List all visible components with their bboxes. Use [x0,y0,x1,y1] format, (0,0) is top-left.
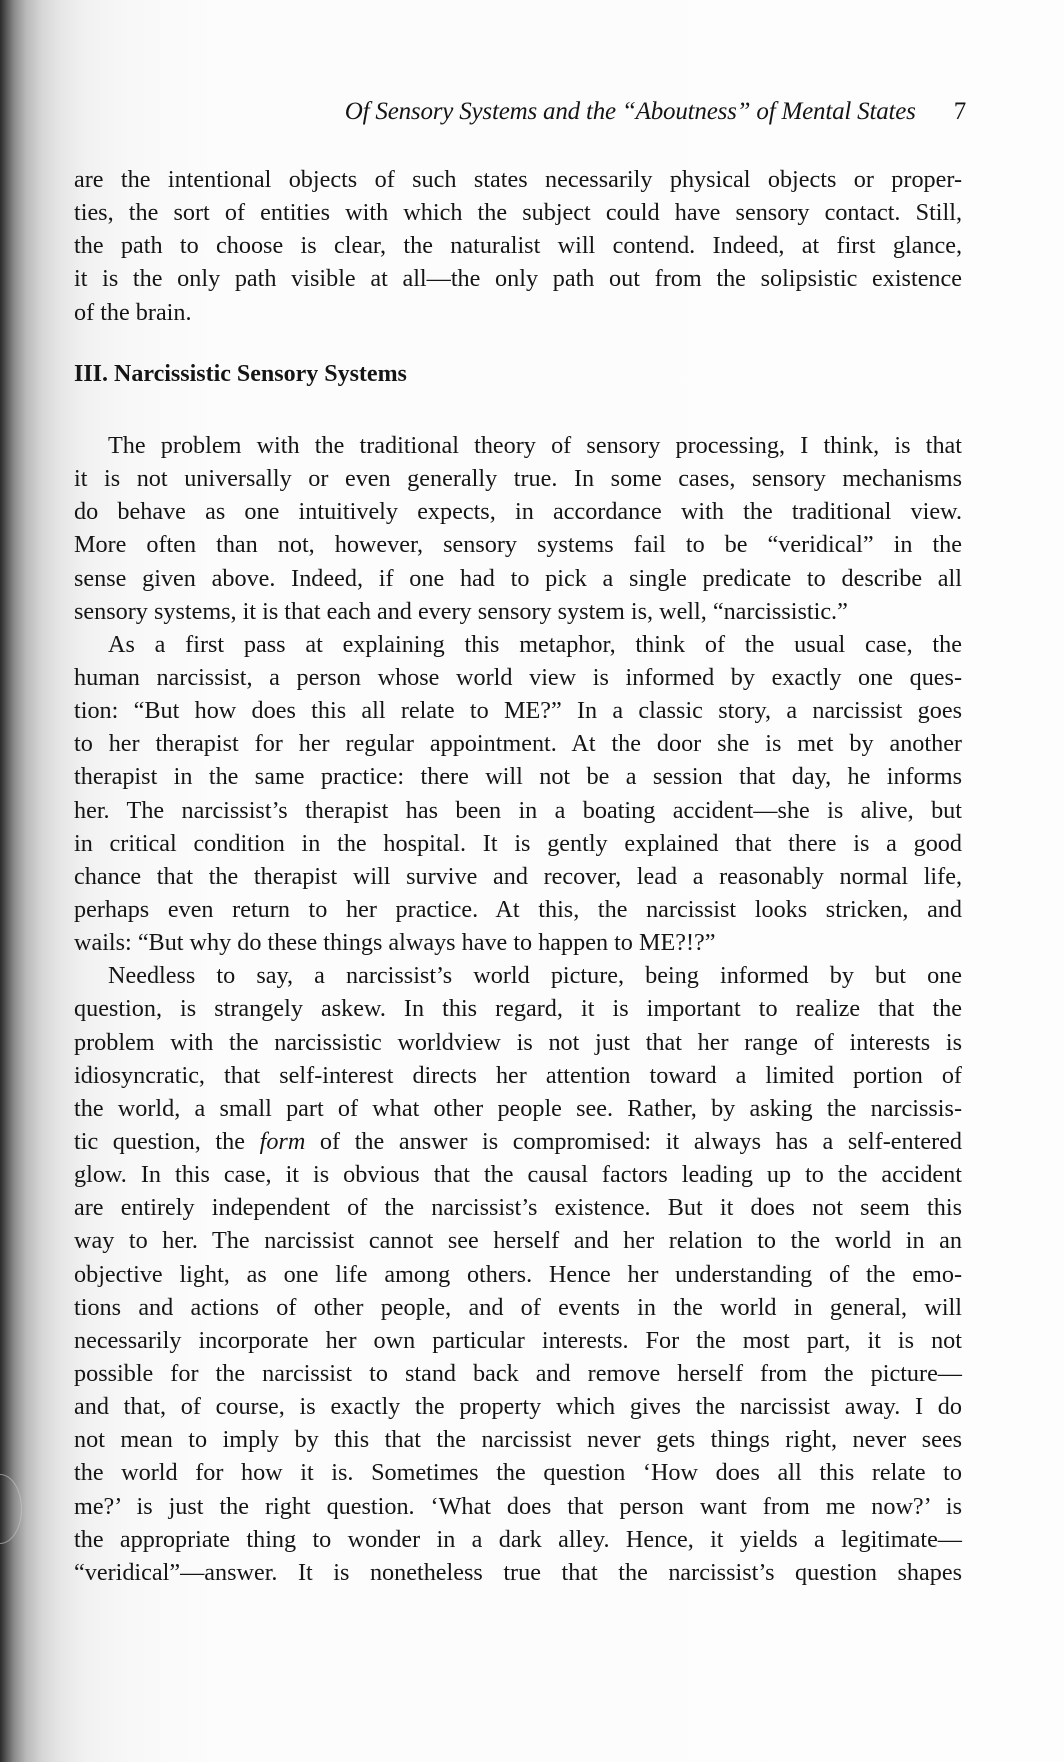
running-head [0,98,966,126]
text-line: do behave as one intuitively expects, in accordance with the traditional view. [74,498,962,526]
text-line: the world for how it is. Sometimes the question ‘How does all this relate to [74,1459,962,1487]
text-line: question, is strangely askew. In this regard, it is important to realize that the [74,995,962,1023]
text-line: in critical condition in the hospital. It is gently explained that there is a good [74,829,962,857]
text-line: chance that the therapist will survive and recover, lead a reasonably normal life, [74,862,962,890]
binding-ring-mark [0,1474,22,1544]
text-line: sense given above. Indeed, if one had to pick a single predicate to describe all [74,564,962,592]
text-line: problem with the narcissistic worldview is not just that her range of interests is [74,1028,962,1056]
text-line: necessarily incorporate her own particular interests. For the most part, it is not [74,1326,962,1354]
text-line: her. The narcissist’s therapist has been in a boating accident—she is alive, but [74,796,962,824]
text-line: As a first pass at explaining this metaphor, think of the usual case, the [108,630,962,658]
text-line: objective light, as one life among others. Hence her understanding of the emo- [74,1260,962,1288]
text-line: and that, of course, is exactly the property which gives the narcissist away. I do [74,1393,962,1421]
section-heading: III. Narcissistic Sensory Systems [74,361,407,387]
text-line [74,1125,962,1158]
text-line: to her therapist for her regular appointment. At the door she is met by another [74,730,962,758]
text-line: of the brain. [74,298,192,326]
text-fragment: tic question, the [74,1127,260,1155]
text-line: tions and actions of other people, and of events in the world in general, will [74,1293,962,1321]
text-line: it is not universally or even generally true. In some cases, sensory mechanisms [74,465,962,493]
text-line: it is the only path visible at all—the only path out from the solipsistic existence [74,265,962,293]
emphasis-form: form [259,1127,306,1155]
text-line: therapist in the same practice: there will not be a session that day, he informs [74,763,962,791]
text-line: Needless to say, a narcissist’s world picture, being informed by but one [108,962,962,990]
text-line: the appropriate thing to wonder in a dark alley. Hence, it yields a legitimate— [74,1525,962,1553]
text-line: sensory systems, it is that each and every sensory system is, well, “narcissistic.” [74,597,848,625]
text-line: The problem with the traditional theory of sensory processing, I think, is that [108,432,962,459]
text-line: idiosyncratic, that self-interest directs her attention toward a limited portion of [74,1061,962,1089]
text-line: not mean to imply by this that the narcissist never gets things right, never sees [74,1426,962,1454]
text-line: tion: “But how does this all relate to ME?” In a classic story, a narcissist goes [74,697,962,725]
text-line: me?’ is just the right question. ‘What does that person want from me now?’ is [74,1492,962,1520]
section-body [74,429,962,1589]
text-line: ties, the sort of entities with which the subject could have sensory contact. Still, [74,199,962,227]
text-line: More often than not, however, sensory systems fail to be “veridical” in the [74,531,962,559]
text-line: perhaps even return to her practice. At this, the narcissist looks stricken, and [74,895,962,923]
text-line: are entirely independent of the narcissist’s existence. But it does not seem this [74,1194,962,1222]
running-head-title: Of Sensory Systems and the “Aboutness” of Mental States [344,98,916,125]
text-line: human narcissist, a person whose world view is informed by exactly one ques- [74,663,962,691]
text-line: are the intentional objects of such states necessarily physical objects or proper- [74,166,962,193]
text-line: the path to choose is clear, the naturalist will contend. Indeed, at first glance, [74,232,962,260]
text-line: glow. In this case, it is obvious that the causal factors leading up to the accident [74,1161,962,1189]
text-line: way to her. The narcissist cannot see herself and her relation to the world in an [74,1227,962,1255]
paragraph-continued [74,163,962,329]
text-line: wails: “But why do these things always have to happen to ME?!?” [74,929,716,957]
page-number: 7 [953,98,966,125]
text-fragment: of the answer is compromised: it always has a self-entered [305,1127,962,1155]
text-line: “veridical”—answer. It is nonetheless true that the narcissist’s question shapes [74,1558,962,1586]
text-line: possible for the narcissist to stand back and remove herself from the picture— [74,1359,962,1387]
text-line: the world, a small part of what other people see. Rather, by asking the narcissis- [74,1094,962,1122]
